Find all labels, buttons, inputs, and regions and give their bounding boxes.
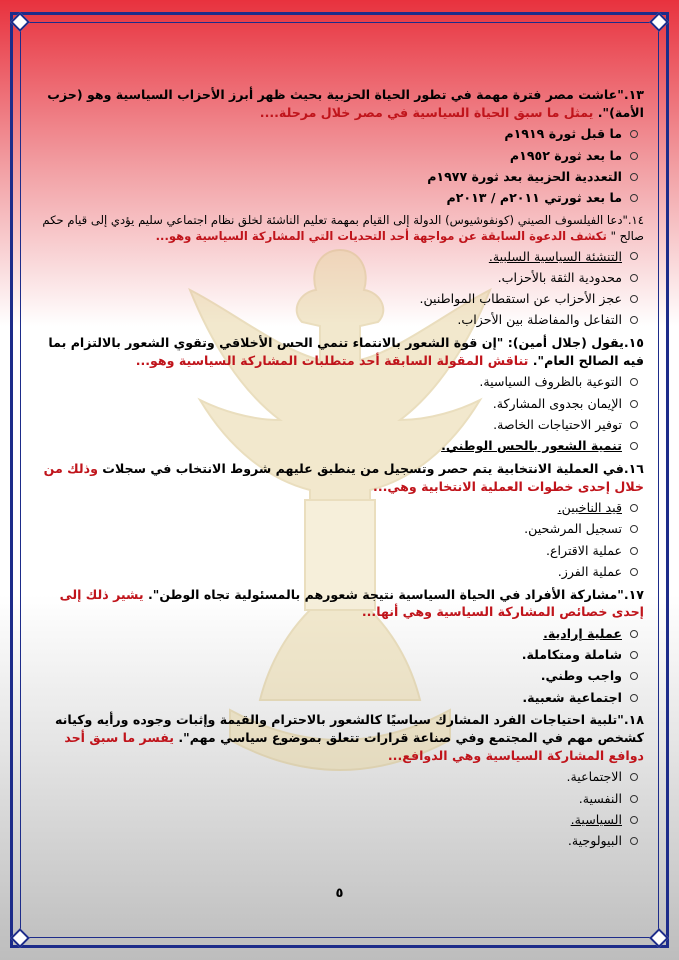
radio-circle-icon[interactable] bbox=[630, 694, 638, 702]
option[interactable]: التنشئة السياسية السلبية. bbox=[36, 246, 638, 267]
option[interactable]: البيولوجية. bbox=[36, 831, 638, 852]
radio-circle-icon[interactable] bbox=[630, 252, 638, 260]
option[interactable]: التوعية بالظروف السياسية. bbox=[36, 372, 638, 393]
radio-circle-icon[interactable] bbox=[630, 795, 638, 803]
option[interactable]: ما قبل ثورة ١٩١٩م bbox=[36, 124, 638, 145]
option[interactable]: التعددية الحزبية بعد ثورة ١٩٧٧م bbox=[36, 166, 638, 187]
radio-circle-icon[interactable] bbox=[630, 316, 638, 324]
option[interactable]: قيد الناخبين. bbox=[36, 497, 638, 518]
option[interactable]: الاجتماعية. bbox=[36, 767, 638, 788]
question-14-prompt: تكشف الدعوة السابقة عن مواجهة أحد التحديات التي المشاركة السياسية وهو... bbox=[155, 228, 607, 243]
question-16-text: ١٦.في العملية الانتخابية يتم حصر وتسجيل من ينطبق عليهم شروط الانتخاب في سجلات bbox=[102, 460, 644, 476]
option[interactable]: عملية الاقتراع. bbox=[36, 540, 638, 561]
radio-circle-icon[interactable] bbox=[630, 400, 638, 408]
radio-circle-icon[interactable] bbox=[630, 773, 638, 781]
radio-circle-icon[interactable] bbox=[630, 504, 638, 512]
radio-circle-icon[interactable] bbox=[630, 173, 638, 181]
question-15-prompt: تناقش المقولة السابقة أحد متطلبات المشاركة السياسية وهو... bbox=[135, 352, 529, 368]
option[interactable]: عملية إرادية. bbox=[36, 623, 638, 644]
question-13-text: ١٣."عاشت مصر فترة مهمة في تطور الحياة الحزبية بحيث ظهر أبرز الأحزاب السياسية وهو (حزب الأمة)". bbox=[47, 87, 644, 120]
question-18 bbox=[36, 711, 644, 764]
question-15 bbox=[36, 334, 644, 370]
question-16-prompt: وذلك من خلال إحدى خطوات العملية الانتخابية وهي... bbox=[43, 460, 644, 494]
radio-circle-icon[interactable] bbox=[630, 152, 638, 160]
question-17-options bbox=[36, 623, 644, 708]
page-number: ٥ bbox=[335, 886, 344, 901]
radio-circle-icon[interactable] bbox=[630, 378, 638, 386]
radio-circle-icon[interactable] bbox=[630, 130, 638, 138]
option[interactable]: تنمية الشعور بالحس الوطني. bbox=[36, 435, 638, 456]
radio-circle-icon[interactable] bbox=[630, 274, 638, 282]
question-17-text: ١٧."مشاركة الأفراد في الحياة السياسية نتيجة شعورهم بالمسئولية تجاه الوطن". bbox=[147, 586, 644, 602]
question-16-options bbox=[36, 497, 644, 582]
radio-circle-icon[interactable] bbox=[630, 194, 638, 202]
radio-circle-icon[interactable] bbox=[630, 568, 638, 576]
option[interactable]: عملية الفرز. bbox=[36, 561, 638, 582]
question-18-text: ١٨."تلبية احتياجات الفرد المشارك سياسيًا كالشعور بالاحترام والقيمة وإثبات وجوده ورأيه وكيانه كشخص مهم في المجتمع وفي صناعة قرارات تتعلق بموضوع سياسي مهم". bbox=[54, 712, 644, 746]
option[interactable]: الإيمان بجدوى المشاركة. bbox=[36, 393, 638, 414]
question-17 bbox=[36, 586, 644, 622]
question-14-options bbox=[36, 246, 644, 331]
radio-circle-icon[interactable] bbox=[630, 547, 638, 555]
option[interactable]: توفير الاحتياجات الخاصة. bbox=[36, 414, 638, 435]
question-18-prompt: يفسر ما سبق أحد دوافع المشاركة السياسية وهي الدوافع... bbox=[64, 730, 644, 763]
question-14 bbox=[36, 212, 644, 244]
option[interactable]: السياسية. bbox=[36, 809, 638, 830]
option[interactable]: محدودية الثقة بالأحزاب. bbox=[36, 267, 638, 288]
option[interactable]: شاملة ومتكاملة. bbox=[36, 644, 638, 665]
option[interactable]: تسجيل المرشحين. bbox=[36, 519, 638, 540]
option[interactable]: اجتماعية شعبية. bbox=[36, 687, 638, 708]
radio-circle-icon[interactable] bbox=[630, 421, 638, 429]
radio-circle-icon[interactable] bbox=[630, 837, 638, 845]
question-13-prompt: يمثل ما سبق الحياة السياسية في مصر خلال مرحلة.... bbox=[259, 104, 594, 120]
radio-circle-icon[interactable] bbox=[630, 295, 638, 303]
option[interactable]: عجز الأحزاب عن استقطاب المواطنين. bbox=[36, 288, 638, 309]
radio-circle-icon[interactable] bbox=[630, 525, 638, 533]
radio-circle-icon[interactable] bbox=[630, 816, 638, 824]
question-15-text: ١٥.يقول (جلال أمين): "إن قوة الشعور بالانتماء تنمي الحس الأخلاقي وتقوي الشعور بالالتزام بما فيه الصالح العام". bbox=[48, 334, 644, 368]
question-17-prompt: يشير ذلك إلى إحدى خصائص المشاركة السياسية وهي أنها... bbox=[59, 586, 644, 620]
question-15-options bbox=[36, 372, 644, 457]
option[interactable]: التفاعل والمفاضلة بين الأحزاب. bbox=[36, 310, 638, 331]
question-13-options bbox=[36, 124, 644, 209]
question-16 bbox=[36, 460, 644, 496]
radio-circle-icon[interactable] bbox=[630, 630, 638, 638]
option[interactable]: واجب وطني. bbox=[36, 666, 638, 687]
option[interactable]: ما بعد ثورتي ٢٠١١م / ٢٠١٣م bbox=[36, 187, 638, 208]
radio-circle-icon[interactable] bbox=[630, 672, 638, 680]
option[interactable]: ما بعد ثورة ١٩٥٢م bbox=[36, 145, 638, 166]
radio-circle-icon[interactable] bbox=[630, 442, 638, 450]
radio-circle-icon[interactable] bbox=[630, 651, 638, 659]
questions-content bbox=[36, 86, 644, 855]
question-13 bbox=[36, 86, 644, 122]
question-14-text: ١٤."دعا الفيلسوف الصيني (كونفوشيوس) الدولة إلى القيام بمهمة تعليم الناشئة لخلق نظام اجتماعي سليم يؤدي إلى قيام حكم صالح " bbox=[42, 212, 644, 243]
option[interactable]: النفسية. bbox=[36, 788, 638, 809]
question-18-options bbox=[36, 767, 644, 852]
